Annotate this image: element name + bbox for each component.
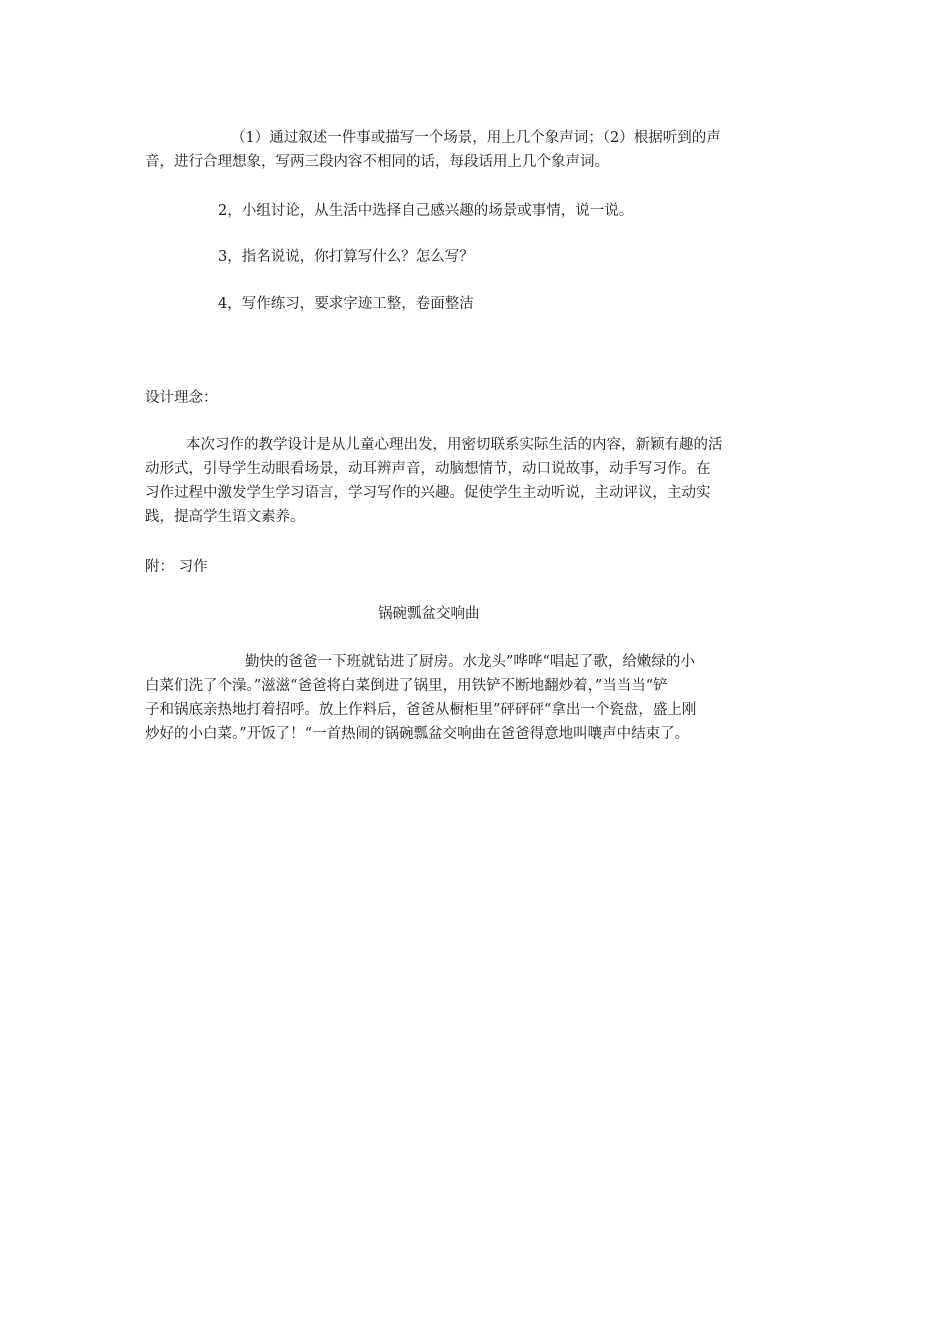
step-3: 3，指名说说，你打算写什么？怎么写？ (218, 249, 474, 265)
intro-requirement-paragraph (145, 126, 807, 174)
essay-body-paragraph (145, 650, 807, 746)
step-2: 2，小组讨论，从生活中选择自己感兴趣的场景或事情，说一说。 (218, 203, 634, 219)
design-body-line-4: 践，提高学生语文素养。 (145, 509, 305, 525)
design-body-paragraph (145, 433, 807, 529)
design-body-line-1: 本次习作的教学设计是从儿童心理出发，用密切联系实际生活的内容，新颖有趣的活 (186, 437, 723, 453)
intro-requirement-line-2: 音，进行合理想象，写两三段内容不相同的话，每段话用上几个象声词。 (145, 154, 609, 170)
essay-body-line-2: 白菜们洗了个澡。”滋滋“爸爸将白菜倒进了锅里，用铁铲不断地翻炒着，”当当当“铲 (145, 678, 668, 694)
essay-body-line-1: 勤快的爸爸一下班就钻进了厨房。水龙头”哗哗“唱起了歌，给嫩绿的小 (245, 654, 695, 670)
design-body-line-2: 动形式，引导学生动眼看场景，动耳辨声音，动脑想情节，动口说故事，动手写习作。在 (145, 461, 711, 477)
essay-title: 锅碗瓢盆交响曲 (378, 606, 480, 622)
intro-requirement-line-1: （1）通过叙述一件事或描写一个场景，用上几个象声词；（2）根据听到的声 (231, 130, 721, 146)
essay-body-line-4: 炒好的小白菜。”开饭了！“一首热闹的锅碗瓢盆交响曲在爸爸得意地叫嚷声中结束了。 (145, 726, 690, 742)
essay-body-line-3: 子和锅底亲热地打着招呼。放上作料后，爸爸从橱柜里”砰砰砰“拿出一个瓷盘，盛上刚 (145, 702, 697, 718)
design-body-line-3: 习作过程中激发学生学习语言，学习写作的兴趣。促使学生主动听说，主动评议，主动实 (145, 485, 711, 501)
step-4: 4，写作练习，要求字迹工整，卷面整洁 (218, 296, 474, 312)
design-heading: 设计理念： (145, 390, 218, 406)
appendix-label: 附： 习作 (145, 559, 208, 575)
